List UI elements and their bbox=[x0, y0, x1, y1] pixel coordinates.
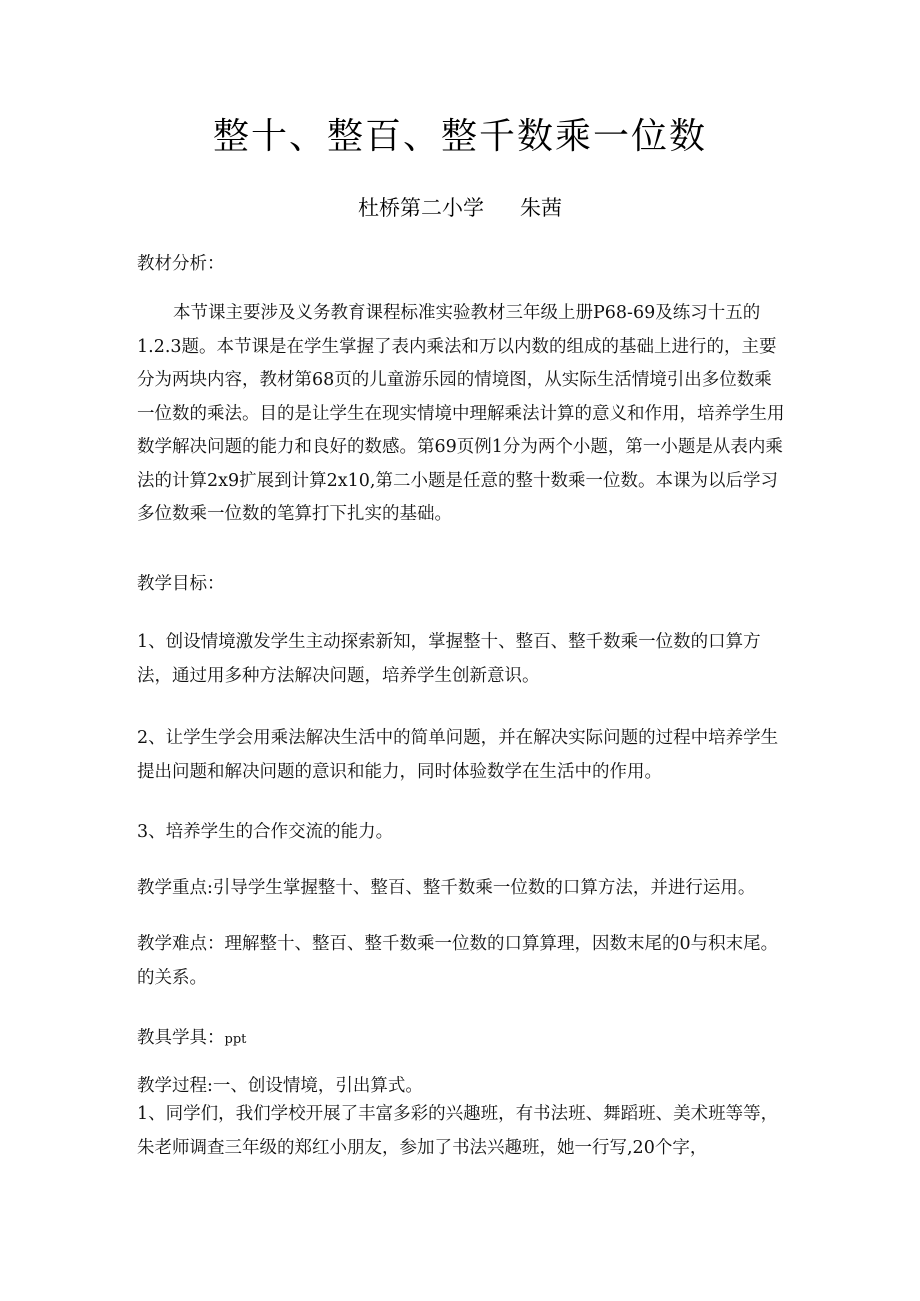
document-title: 整十、整百、整千数乘一位数 bbox=[212, 116, 707, 157]
tools-value: ppt bbox=[224, 1032, 247, 1047]
school-name: 杜桥第二小学 bbox=[358, 196, 484, 220]
objectives-heading: 教学目标： bbox=[137, 574, 225, 594]
author-line bbox=[0, 192, 920, 222]
objective-item-1: 1、创设情境激发学生主动探索新知，掌握整十、整百、整千数乘一位数的口算方法，通过用多种方法解决问题，培养学生创新意识。 bbox=[137, 632, 761, 686]
difficulty: 教学难点：理解整十、整百、整千数乘一位数的口算算理，因数末尾的0与积末尾。的关系。 bbox=[137, 934, 779, 988]
tools-line bbox=[137, 1022, 787, 1057]
process-heading: 教学过程:一、创设情境，引出算式。 bbox=[137, 1076, 423, 1096]
analysis-heading: 教材分析： bbox=[137, 254, 225, 274]
analysis-paragraph: 本节课主要涉及义务教育课程标准实验教材三年级上册P68-69及练习十五的1.2.3题。本节课是在学生掌握了表内乘法和万以内数的组成的基础上进行的，主要分为两块内容，教材第68页的儿童游乐园的情境图，从实际生活情境引出多位数乘一位数的乘法。目的是让学生在现实情境中理解乘法计算的意义和作用，培养学生用数学解决问题的能力和良好的数感。第69页例1分为两个小题，第一小题是从表内乘法的计算2x9扩展到计算2x10,第二小题是任意的整十数乘一位数。本课为以后学习多位数乘一位数的笔算打下扎实的基础。 bbox=[137, 303, 785, 524]
key-point: 教学重点:引导学生掌握整十、整百、整千数乘一位数的口算方法，并进行运用。 bbox=[137, 878, 756, 898]
objective-item-3: 3、培养学生的合作交流的能力。 bbox=[137, 822, 394, 842]
tools-label: 教具学具： bbox=[137, 1028, 225, 1048]
author-name: 朱茜 bbox=[520, 196, 562, 220]
process-paragraph: 1、同学们，我们学校开展了丰富多彩的兴趣班，有书法班、舞蹈班、美术班等等，朱老师调查三年级的郑红小朋友，参加了书法兴趣班，她一行写,20个字， bbox=[137, 1104, 779, 1158]
objective-item-2: 2、让学生学会用乘法解决生活中的简单问题，并在解决实际问题的过程中培养学生提出问题和解决问题的意识和能力，同时体验数学在生活中的作用。 bbox=[137, 728, 779, 782]
